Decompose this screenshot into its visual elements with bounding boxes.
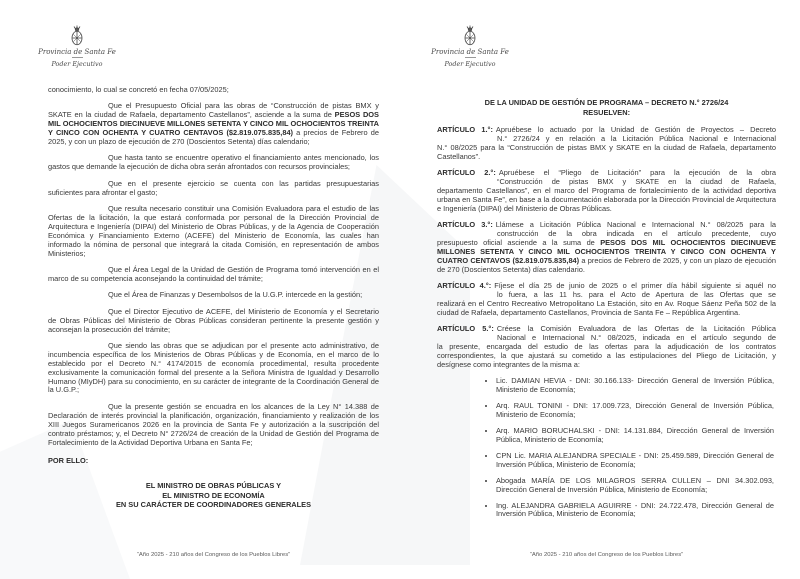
article-label: ARTÍCULO 5.°:	[437, 324, 494, 334]
por-ello-line	[48, 457, 379, 466]
text-run: Apruébese el “Pliego de Licitación” para la ejecución de la obra	[498, 168, 776, 178]
recital-paragraph	[48, 403, 379, 448]
page-footer-motto: “Año 2025 - 210 años del Congreso de los Pueblos Libres”	[136, 552, 291, 558]
commission-members-list	[483, 377, 774, 519]
text-run: Que hasta tanto se encuentre operativo el financiamiento antes mencionado, los gastos que demande la ejecución de dicha obra serán afrontados con recursos provinciales;	[48, 153, 379, 172]
article-label: ARTÍCULO 1.°:	[437, 125, 493, 135]
article-label: ARTÍCULO 4.°:	[437, 281, 492, 291]
text-run: N.° 08/2025 para la “Construcción de pistas BMX y SKATE en la ciudad de Rafaela, departamento Castellanos”.	[437, 143, 776, 161]
text-run: Que siendo las obras que se adjudican por el presente acto administrativo, de incumbencia específica de los Ministerios de Obras Públicas y de Economía, en el marco de lo establecido por el Decreto N.° 4174/2015 de economía procedimental, resulta procedente exclusivamente la comunicación formal del presente a la Señora Ministra de Igualdad y Desarrollo Humano (MIyDH) para su conocimiento, en su carácter de integrante de la Coordinación General de la U.G.P.;	[48, 340, 379, 395]
text-run: Llámese a Licitación Pública Nacional e Internacional N.° 08/2025 para la	[495, 220, 776, 230]
article-continuation-line: Nacional e Internacional N.° 08/2025, indicada en el artículo segundo de	[497, 333, 776, 343]
article-body	[437, 300, 776, 318]
text-run: Que el Área Legal de la Unidad de Gestión de Programa tomó intervención en el marco de su competencia aconsejando la continuidad del trámite;	[48, 265, 379, 283]
article-body	[437, 144, 776, 162]
article-paragraph	[437, 126, 776, 162]
text-run: a precios de Febrero de 2025, y con un plazo de ejecución de 270 (Doscientos Setenta) días calendario;	[48, 128, 379, 147]
signatory-line: EL MINISTRO DE OBRAS PÚBLICAS Y	[145, 481, 282, 491]
commission-member-item: • Lic. DAMIAN HEVIA - DNI: 30.166.133- Dirección General de Inversión Pública, Ministerio de Economía;	[496, 377, 774, 395]
bold-text-run: PESOS DOS MIL OCHOCIENTOS DIECINUEVE MILLONES SETENTA Y CINCO MIL OCHOCIENTOS TREINTA Y CINCO CON OCHENTA Y CUATRO CENTAVOS ($2.819.075.835,84)	[48, 110, 379, 138]
text-run: Que el Presupuesto Oficial para las obras de “Construcción de pistas BMX y SKATE en la ciudad de Rafaela, departamento Castellanos”, asciende a la suma de	[48, 101, 379, 120]
text-run: Créese la Comisión Evaluadora de las Ofertas de la Licitación Pública	[496, 324, 776, 334]
text-run: Que el Director Ejecutivo de ACEFE, del Ministerio de Economía y el Secretario de Obras Públicas del Ministerio de Obras Públicas consideran pertinente la presente gestión y aconsejan la prosecución del trámite;	[48, 306, 379, 334]
commission-member-item: • Arq. MARIO BORUCHALSKI - DNI: 14.131.884, Dirección General de Inversión Pública, Ministerio de Economía;	[496, 427, 774, 445]
article-label: ARTÍCULO 3.°:	[437, 220, 493, 230]
commission-member-item: • Ing. ALEJANDRA GABRIELA AGUIRRE - DNI: 24.722.478, Dirección General de Inversión Pública, Ministerio de Economía;	[496, 502, 774, 520]
article-continuation-line: N.° 2726/24 y en relación a la Licitación Pública Nacional e Internacional	[497, 134, 776, 144]
left-page-text	[48, 86, 379, 510]
text-run: a precios de Febrero de 2025, y con un plazo de ejecución de 270 (Doscientos Setenta) días calendario.	[437, 255, 776, 274]
text-run: Que la presente gestión se encuadra en los alcances de la Ley N° 14.388 de Declaración de interés provincial la planificación, organización, financiamiento y realización de los XIII Juegos Suramericanos 2026 en la provincia de Santa Fe y autorización a la suscripción del contrato préstamos; y, el Decreto N° 2726/24 de creación de la Unidad de Gestión del Programa de Fortalecimiento de la Actividad Deportiva Urbana en Santa Fe;	[48, 401, 379, 447]
letterhead-province: Provincia de Santa Fe	[431, 48, 509, 56]
commission-member-item: • CPN Lic. MARIA ALEJANDRA SPECIALE - DNI: 25.459.589, Dirección General de Inversión Pública, Ministerio de Economía;	[496, 452, 774, 470]
text-run: departamento Castellanos”, en el marco del Programa de fortalecimiento de la actividad deportiva urbana en Santa Fe”, en base a la documentación elaborada por la Dirección Provincial de Arquitectura e Ingeniería (DIPAI) del Ministerio de Obras Públicas.	[437, 186, 776, 213]
resolution-heading-line: DE LA UNIDAD DE GESTIÓN DE PROGRAMA – DECRETO N.° 2726/24	[484, 98, 729, 107]
letterhead-left	[31, 25, 123, 68]
commission-member-item: • Arq. RAUL TONINI - DNI: 17.009.723, Dirección General de Inversión Pública, Ministerio de Economía;	[496, 402, 774, 420]
article-body	[437, 187, 776, 214]
recital-paragraph	[48, 102, 379, 147]
article-continuation-line: lo fuera, a las 11 hs. para el Acto de Apertura de las Ofertas que se	[497, 290, 776, 300]
article-paragraph	[437, 282, 776, 318]
text-run: Fíjese el día 25 de junio de 2025 o el primer día hábil siguiente si aquél no	[494, 281, 776, 291]
recital-paragraph	[48, 205, 379, 258]
letterhead-divider	[465, 57, 476, 58]
text-run: Apruébese lo actuado por la Unidad de Gestión de Proyectos – Decreto	[495, 125, 776, 135]
resolution-heading-line: RESUELVEN:	[582, 107, 631, 117]
text-run: conocimiento, lo cual se concretó en fecha 07/05/2025;	[48, 85, 229, 94]
article-paragraph	[437, 169, 776, 214]
letterhead-divider	[72, 57, 83, 58]
recital-paragraph	[48, 291, 379, 300]
article-body	[437, 239, 776, 275]
page-footer-motto: “Año 2025 - 210 años del Congreso de los Pueblos Libres”	[529, 552, 684, 558]
article-paragraph	[437, 325, 776, 370]
text-run: Que resulta necesario constituir una Comisión Evaluadora para el estudio de las Ofertas de la licitación, la que estará conformada por personal de la Dirección Provincial de Arquitectura e Ingeniería (DIPAI) del Ministerio de Obras Públicas, y de la Agencia de Cooperación Económica y Financiamiento Externo (ACEFE) del Ministerio de Economía, las cuales han informado la nómina de personal que integrará la citada Comisión, en representación de ambos Ministerios;	[48, 204, 379, 258]
commission-member-item: • Abogada MARÍA DE LOS MILAGROS SERRA CULLEN – DNI 34.302.093, Dirección General de Inversión Pública, Ministerio de Economía;	[496, 477, 774, 495]
coat-of-arms-icon	[462, 25, 478, 46]
text-run: Que en el presente ejercicio se cuenta con las partidas presupuestarias suficientes para afrontar el gasto;	[48, 178, 379, 197]
recital-paragraph	[48, 180, 379, 198]
recital-paragraph	[48, 266, 379, 284]
bold-text-run: PESOS DOS MIL OCHOCIENTOS DIECINUEVE MILLONES SETENTA Y CINCO MIL OCHOCIENTOS TREINTA Y CINCO CON OCHENTA Y CUATRO CENTAVOS ($2.819.075.835,84)	[437, 238, 776, 265]
text-run: la presente, encargada del estudio de las ofertas para la adjudicación de los contratos correspondientes, la que ajustará su cometido a las estipulaciones del Pliego de Licitación, y desígnese como integrantes de la misma a:	[437, 342, 776, 370]
article-paragraph	[437, 221, 776, 274]
letterhead-branch: Poder Ejecutivo	[444, 60, 496, 68]
recital-paragraph	[48, 86, 379, 95]
right-page-text	[437, 98, 776, 526]
recitals	[48, 86, 379, 466]
recital-paragraph	[48, 342, 379, 395]
recital-paragraph	[48, 308, 379, 335]
signatory-heading	[48, 481, 379, 509]
signatory-line: EN SU CARÁCTER DE COORDINADORES GENERALES	[115, 500, 312, 510]
letterhead-province: Provincia de Santa Fe	[38, 48, 116, 56]
article-body	[437, 343, 776, 370]
resolution-heading	[437, 98, 776, 117]
text-run: realizará en el Centro Recreativo Metropolitano La Estación, sito en Av. Roque Sáenz Peña 502 de la ciudad de Rafaela, departamento Castellanos, Provincia de Santa Fe – República Argentina.	[437, 299, 776, 317]
coat-of-arms-icon	[69, 25, 85, 46]
letterhead-right	[424, 25, 516, 68]
letterhead-branch: Poder Ejecutivo	[51, 60, 103, 68]
bold-text-run: POR ELLO:	[48, 456, 89, 466]
article-continuation-line: construcción de la obra indicada en el artículo precedente, cuyo	[497, 229, 776, 239]
recital-paragraph	[48, 154, 379, 172]
text-run: presupuesto oficial asciende a la suma de	[437, 238, 601, 248]
resolution-articles	[437, 126, 776, 370]
signatory-line: EL MINISTRO DE ECONOMÍA	[162, 490, 265, 500]
article-continuation-line: “Construcción de pistas BMX y SKATE en la ciudad de Rafaela,	[497, 177, 776, 187]
article-label: ARTÍCULO 2.°:	[437, 168, 496, 178]
text-run: Que el Área de Finanzas y Desembolsos de la U.G.P. intercede en la gestión;	[108, 290, 363, 300]
